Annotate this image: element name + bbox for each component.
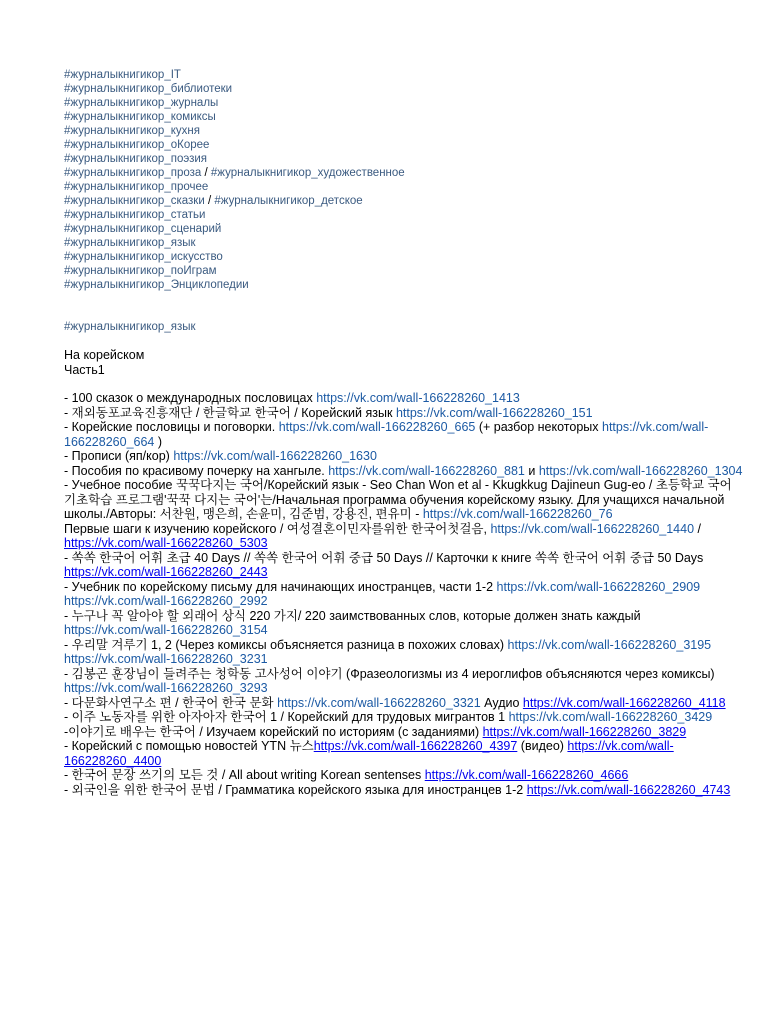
- vk-link[interactable]: https://vk.com/wall-166228260_2909: [496, 579, 701, 594]
- hashtag-row: [64, 278, 744, 292]
- item-text: - 쏙쏙 한국어 어휘 초급 40 Days // 쏙쏙 한국어 어휘 중급 50 Days // Карточки к книге 쏙쏙 한국어 어휘 중급 50 Days: [64, 550, 704, 565]
- vk-link[interactable]: https://vk.com/wall-166228260_3293: [64, 681, 268, 695]
- hashtag-link[interactable]: #журналыкнигикор_библиотеки: [64, 83, 233, 95]
- vk-link[interactable]: https://vk.com/wall-166228260_3429: [508, 710, 713, 724]
- list-item: [64, 449, 744, 464]
- list-item: [64, 420, 744, 449]
- hashtag-link[interactable]: #журналыкнигикор_прочее: [64, 181, 209, 193]
- vk-link[interactable]: https://vk.com/wall-166228260_4400: [64, 739, 674, 768]
- list-item: [64, 522, 744, 551]
- item-text: - 누구나 꼭 알아야 할 외래어 상식 220 가지/ 220 заимствованных слов, которые должен знать каждый: [64, 608, 641, 623]
- hashtag-row: [64, 250, 744, 264]
- hashtag-link[interactable]: #журналыкнигикор_журналы: [64, 97, 219, 109]
- hashtag-link[interactable]: #журналыкнигикор_сценарий: [64, 223, 222, 235]
- item-text: - Учебник по корейскому письму для начинающих иностранцев, части 1-2: [64, 579, 497, 594]
- item-text: - Корейские пословицы и поговорки.: [64, 420, 279, 434]
- hashtag-separator: /: [201, 167, 211, 179]
- section-header: [64, 348, 744, 377]
- item-text: /: [694, 521, 701, 536]
- vk-link[interactable]: https://vk.com/wall-166228260_3231: [64, 652, 268, 666]
- vk-link[interactable]: https://vk.com/wall-166228260_151: [395, 405, 593, 420]
- hashtag-link[interactable]: #журналыкнигикор_IT: [64, 69, 181, 81]
- hashtag-link[interactable]: #журналыкнигикор_проза: [64, 167, 202, 179]
- list-item: [64, 580, 744, 609]
- hashtag-row: [64, 208, 744, 222]
- list-item: [64, 406, 744, 421]
- item-text: -이야기로 배우는 한국어 / Изучаем корейский по историям (с заданиями): [64, 724, 483, 739]
- item-text: - 재외동포교육진흥재단 / 한글학교 한국어 / Корейский язык: [64, 405, 396, 420]
- list-item: [64, 551, 744, 580]
- item-text: - 다문화사연구소 편 / 한국어 한국 문화: [64, 695, 278, 710]
- hashtag-link[interactable]: #журналыкнигикор_художественное: [210, 167, 405, 179]
- hashtag-row: [64, 138, 744, 152]
- hashtag-row: [64, 124, 744, 138]
- vk-link[interactable]: https://vk.com/wall-166228260_2443: [64, 565, 268, 579]
- item-text: Первые шаги к изучению корейского / 여성결혼이민자를위한 한국어첫걸음,: [64, 521, 491, 536]
- list-item: [64, 768, 744, 783]
- vk-link[interactable]: https://vk.com/wall-166228260_4666: [424, 768, 629, 782]
- item-text: - 이주 노동자를 위한 아자아자 한국어 1 / Корейский для трудовых мигрантов 1: [64, 710, 509, 724]
- vk-link[interactable]: https://vk.com/wall-166228260_4743: [526, 782, 731, 797]
- hashtag-link[interactable]: #журналыкнигикор_оКорее: [64, 139, 210, 151]
- list-item: [64, 739, 744, 768]
- list-item: [64, 725, 744, 740]
- hashtag-list: [64, 68, 744, 292]
- item-text: - Корейский с помощью новостей YTN 뉴스: [64, 739, 314, 753]
- hashtag-link[interactable]: #журналыкнигикор_искусство: [64, 251, 223, 263]
- vk-link[interactable]: https://vk.com/wall-166228260_3829: [482, 724, 687, 739]
- hashtag-link[interactable]: #журналыкнигикор_язык: [64, 237, 196, 249]
- hashtag-row: [64, 236, 744, 250]
- item-text: - 김봉곤 훈장님이 들려주는 청학동 고사성어 이야기 (Фразеологизмы из 4 иероглифов объясняются через комиксы): [64, 666, 715, 681]
- item-text: - 한국어 문장 쓰기의 모든 것 / All about writing Korean sentenses: [64, 768, 425, 782]
- item-text: - 우리말 겨루기 1, 2 (Через комиксы объясняется разница в похожих словах): [64, 637, 508, 652]
- header-part: Часть1: [64, 362, 105, 377]
- section-hashtag-link[interactable]: #журналыкнигикор_язык: [64, 321, 196, 333]
- hashtag-link[interactable]: #журналыкнигикор_комиксы: [64, 111, 216, 123]
- vk-link[interactable]: https://vk.com/wall-166228260_665: [278, 420, 476, 434]
- list-item: [64, 464, 744, 479]
- item-text: - Прописи (яп/кор): [64, 449, 174, 463]
- vk-link[interactable]: https://vk.com/wall-166228260_1440: [490, 521, 695, 536]
- hashtag-row: [64, 166, 744, 180]
- list-item: [64, 696, 744, 711]
- vk-link[interactable]: https://vk.com/wall-166228260_4118: [522, 695, 726, 710]
- header-language: На корейском: [64, 348, 145, 362]
- hashtag-link[interactable]: #журналыкнигикор_поэзия: [64, 153, 208, 165]
- item-text: - Пособия по красивому почерку на хангыле.: [64, 463, 329, 478]
- item-text: Аудио: [480, 695, 523, 710]
- resource-list: [64, 391, 744, 797]
- hashtag-row: [64, 152, 744, 166]
- list-item: [64, 710, 744, 725]
- hashtag-row: [64, 194, 744, 208]
- item-text: - 100 сказок о международных пословицах: [64, 391, 317, 405]
- vk-link[interactable]: https://vk.com/wall-166228260_664: [64, 420, 709, 449]
- hashtag-row: [64, 222, 744, 236]
- hashtag-row: [64, 82, 744, 96]
- hashtag-row: [64, 180, 744, 194]
- list-item: [64, 478, 744, 522]
- hashtag-link[interactable]: #журналыкнигикор_сказки: [64, 195, 205, 207]
- item-text: - Учебное пособие 꾹꾹다지는 국어/Корейский язык - Seo Chan Won et al - Kkugkkug Dajineun Gug-eo / 초등학교 국어 기초학습 프로그램'꾹꾹 다지는 국어'는/Начальная программа обучения корейскому языку. Для учащихся начальной школы./Авторы: 서찬원, 맹은희, 손윤미, 김준범, 강용진, 편유미 -: [64, 478, 732, 521]
- hashtag-row: [64, 68, 744, 82]
- hashtag-link[interactable]: #журналыкнигикор_статьи: [64, 209, 206, 221]
- vk-link[interactable]: https://vk.com/wall-166228260_3195: [507, 637, 712, 652]
- vk-link[interactable]: https://vk.com/wall-166228260_3321: [277, 695, 481, 710]
- vk-link[interactable]: https://vk.com/wall-166228260_2992: [64, 594, 268, 608]
- hashtag-separator: /: [204, 195, 215, 207]
- vk-link[interactable]: https://vk.com/wall-166228260_5303: [64, 536, 268, 550]
- vk-link[interactable]: https://vk.com/wall-166228260_1304: [538, 463, 743, 478]
- vk-link[interactable]: https://vk.com/wall-166228260_881: [328, 463, 525, 478]
- item-text: и: [524, 463, 539, 478]
- vk-link[interactable]: https://vk.com/wall-166228260_76: [422, 507, 613, 521]
- hashtag-link[interactable]: #журналыкнигикор_детское: [214, 195, 363, 207]
- hashtag-link[interactable]: #журналыкнигикор_поИграм: [64, 265, 217, 277]
- hashtag-row: [64, 96, 744, 110]
- item-text: - 외국인을 위한 한국어 문법 / Грамматика корейского языка для иностранцев 1-2: [64, 782, 527, 797]
- list-item: [64, 638, 744, 667]
- list-item: [64, 667, 744, 696]
- item-text: ): [154, 434, 163, 449]
- item-text: (+ разбор некоторых: [475, 420, 602, 434]
- item-text: (видео): [517, 739, 568, 753]
- hashtag-row: [64, 110, 744, 124]
- list-item: [64, 783, 744, 798]
- hashtag-row: [64, 264, 744, 278]
- vk-link[interactable]: https://vk.com/wall-166228260_4397: [313, 739, 518, 753]
- list-item: [64, 609, 744, 638]
- document-page: [64, 68, 744, 797]
- hashtag-link[interactable]: #журналыкнигикор_кухня: [64, 125, 200, 137]
- vk-link[interactable]: https://vk.com/wall-166228260_3154: [64, 623, 268, 637]
- vk-link[interactable]: https://vk.com/wall-166228260_1630: [173, 449, 377, 463]
- vk-link[interactable]: https://vk.com/wall-166228260_1413: [316, 391, 520, 405]
- hashtag-link[interactable]: #журналыкнигикор_Энциклопедии: [64, 279, 249, 291]
- list-item: [64, 391, 744, 406]
